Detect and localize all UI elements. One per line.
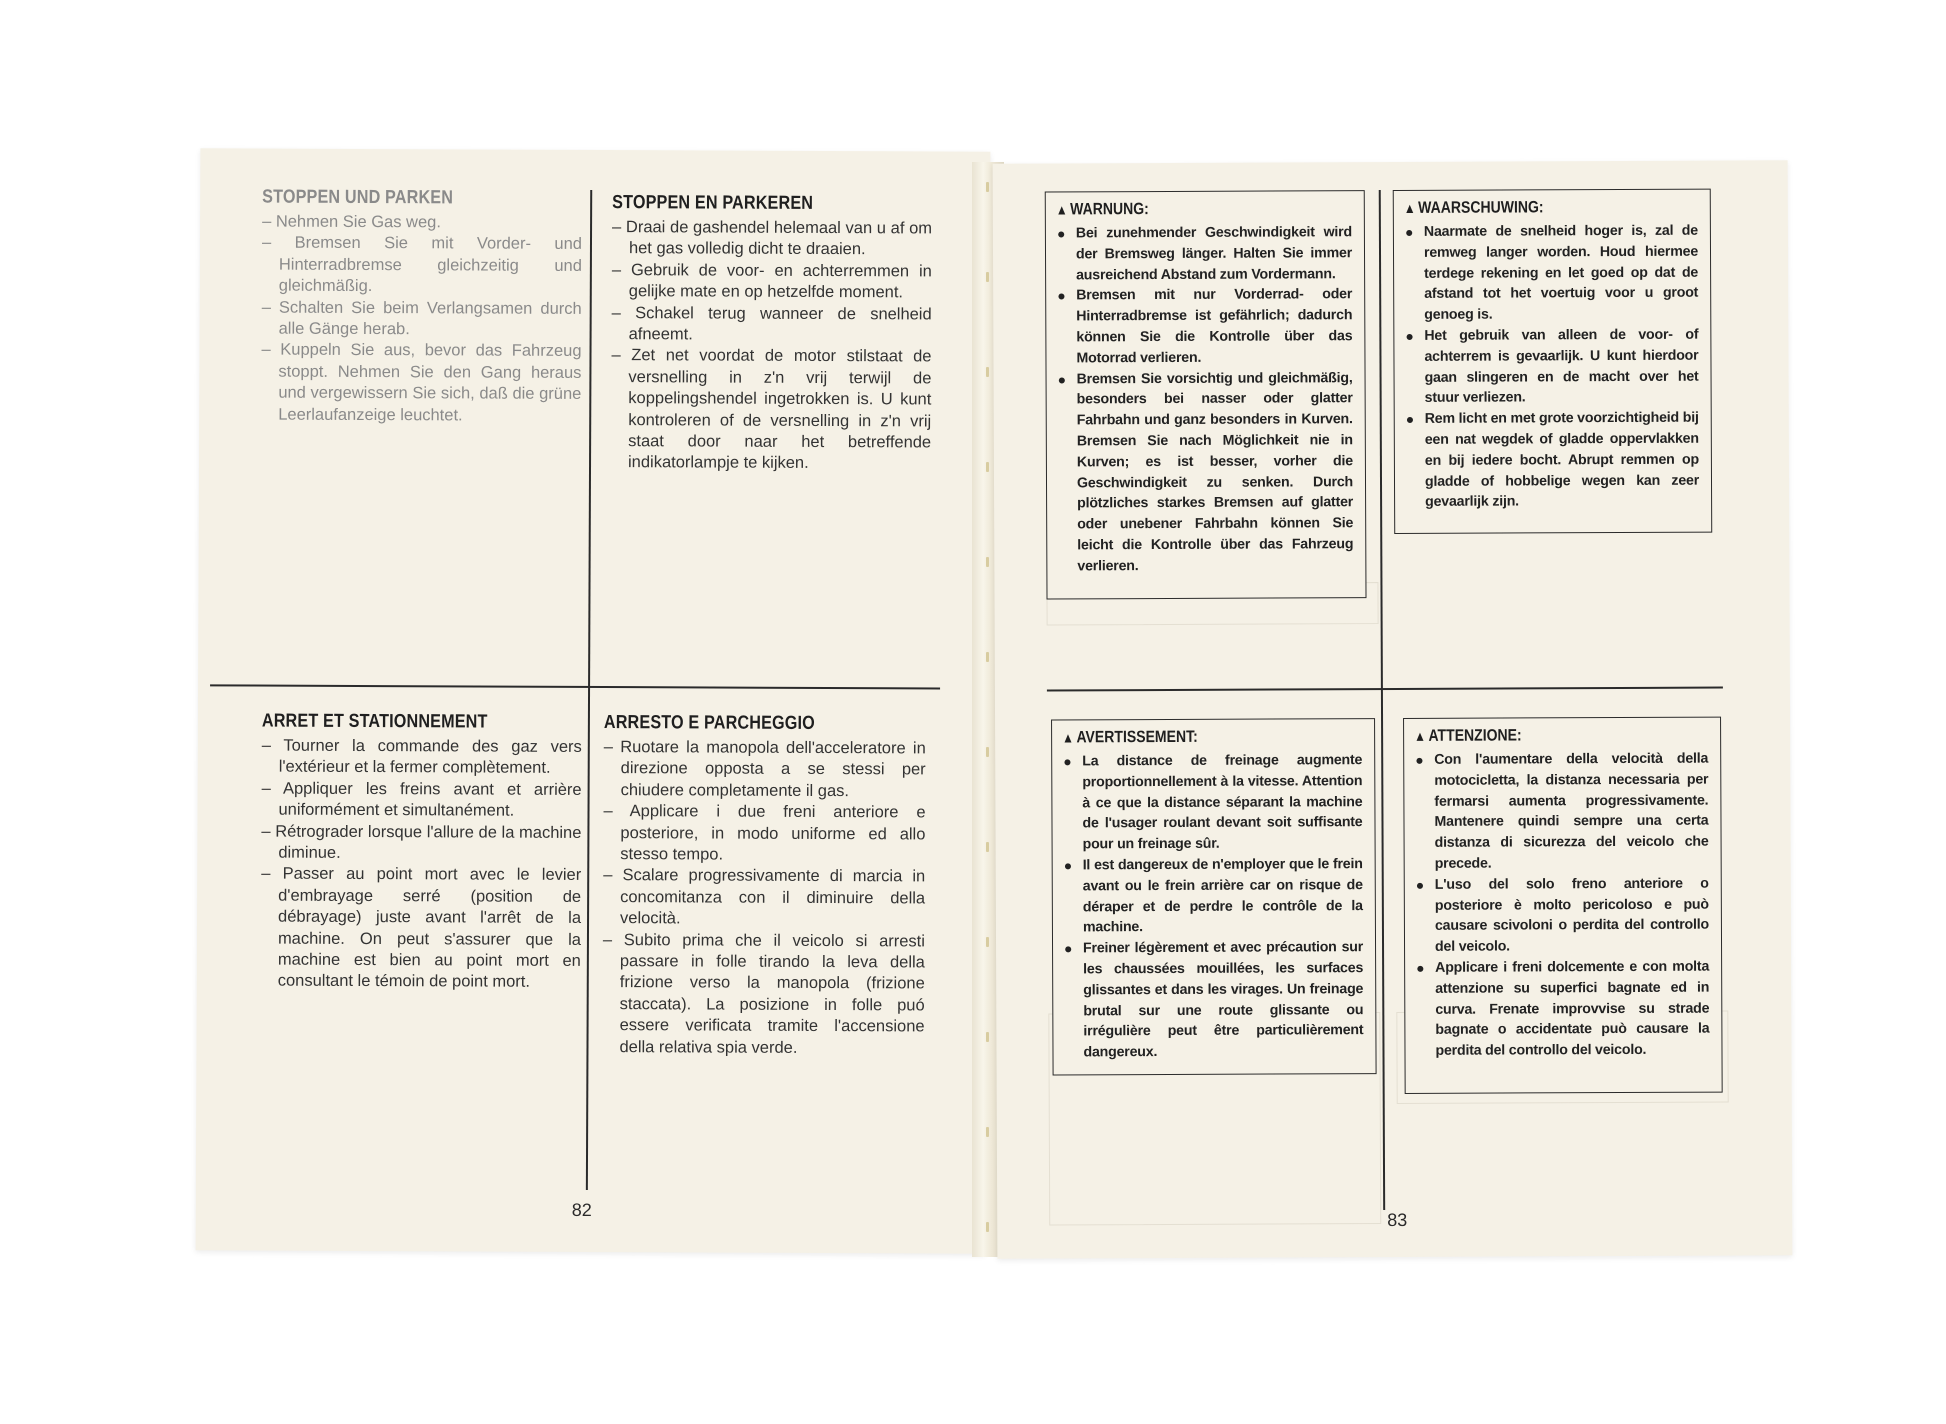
list-item: – Rétrograder lorsque l'allure de la machine diminue. [261,822,582,862]
section-title-it: ARRESTO E PARCHEGGIO [603,712,815,734]
warning-bullet: ● Bei zunehmender Geschwindigkeit wird der Bremsweg länger. Halten Sie immer ausreichend Abstand zum Vordermann. [1056,224,1353,283]
warning-bullet: ● Freiner légèrement et avec précaution sur les chaussées mouillées, les surfaces glissantes et dans les virages. Un freinage brutal sur une route glissante ou irrégulière peut être particulièrement dangereux. [1064,939,1364,1061]
row-divider [210,684,940,689]
warning-bullet: ● La distance de freinage augmente proportionnellement à la vitesse. Attention à ce que la distance séparant la machine de l'usager roulant devant soit suffisante pour un freinage sûr. [1063,752,1363,853]
warning-title-it: ▲ ATTENZIONE: [1414,726,1522,745]
right-page [993,160,1793,1258]
bullet-dot-icon: ● [1415,751,1424,768]
list-item: – Bremsen Sie mit Vorder- und Hinterradbremse gleichzeitig und gleichmäßig. [261,233,583,296]
bullet-dot-icon: ● [1063,753,1072,770]
warning-bullet: ● Applicare i freni dolcemente e con molta attenzione su superfici bagnate ed in curva. Frenate improvvise su strade bagnate o accidentate può causare la perdita del controllo del veicolo. [1416,958,1710,1059]
warning-bullet: ● Rem licht en met grote voorzichtigheid bij een nat wegdek of gladde oppervlakken en bij iedere bocht. Abrupt remmen op gladde of hobbelige wegen kan zeer gevaarlijk zijn. [1405,409,1700,511]
spine-stitch [986,652,989,662]
spine-stitch [986,182,989,192]
spine-stitch [986,1032,989,1042]
warning-box-nl [1393,189,1712,534]
page-number: 82 [571,1199,592,1220]
section-title-fr: ARRET ET STATIONNEMENT [261,710,488,733]
list-item: – Nehmen Sie Gas weg. [262,212,441,232]
row-divider [1047,687,1723,692]
warning-bullet: ● Con l'aumentare della velocità della motocicletta, la distanza necessaria per fermarsi aumenta progressivamente. Mantenere quindi sempre una certa distanza di sicurezza del veicolo che precede. [1415,750,1709,872]
warning-bullet: ● Bremsen mit nur Vorderrad- oder Hinterradbremse ist gefährlich; dadurch können Sie die Kontrolle über das Motorrad verlieren. [1057,286,1353,367]
bullet-dot-icon: ● [1057,371,1066,388]
left-page [196,148,991,1253]
warning-bullet: ● L'uso del solo freno anteriore o posteriore è molto pericoloso e può causare scivoloni o perdita del controllo del veicolo. [1415,875,1709,955]
bullet-dot-icon: ● [1405,327,1414,344]
warning-bullet: ● Bremsen Sie vorsichtig und gleichmäßig, besonders bei nasser oder glatter Fahrbahn und ganz besonders in Kurven. Bremsen Sie nach Möglichkeit nie in Kurven; es ist besser, vorher die Geschwindigkeit zu senken. Durch plötzliches starkes Bremsen auf glatter oder unebener Fahrbahn können Sie leicht die Kontrolle über das Fahrzeug verlieren. [1057,369,1354,575]
warning-triangle-icon: ▲ [1055,201,1068,218]
warning-title-de: ▲ WARNUNG: [1055,200,1149,219]
bullet-dot-icon: ● [1416,959,1425,976]
warning-bullet: ● Il est dangereux de n'employer que le frein avant ou le frein arrière car on risque de déraper et de perdre le contrôle de la machine. [1063,856,1363,936]
bullet-dot-icon: ● [1064,940,1073,957]
warning-triangle-icon: ▲ [1414,727,1426,744]
list-item: – Schalten Sie beim Verlangsamen durch alle Gänge herab. [261,298,582,339]
list-item: – Gebruik de voor- en achterremmen in gelijke mate en op hetzelfde moment. [611,260,932,302]
section-nl [611,192,932,475]
list-item: – Appliquer les freins avant et arrière uniformément et simultanément. [261,779,582,820]
spine-stitch [986,557,989,567]
list-item: – Zet net voordat de motor stilstaat de versnelling in z'n vrij terwijl de koppelingshendel ingetrokken is. U kunt kontroleren of de versnelling in z'n vrij staat door naar het betreffende indikatorlampje te kijken. [611,346,932,473]
section-title-nl: STOPPEN EN PARKEREN [612,192,814,214]
section-title-de: STOPPEN UND PARKEN [262,186,454,209]
bullet-dot-icon: ● [1056,225,1066,242]
warning-title-fr: ▲ AVERTISSEMENT: [1062,727,1198,747]
spine-stitch [986,937,989,947]
bullet-dot-icon: ● [1405,411,1415,428]
page-number: 83 [1387,1209,1408,1231]
section-de [261,187,582,427]
spine-stitch [986,367,989,377]
list-item: – Applicare i due freni anteriore e posteriore, in modo uniforme ed allo stesso tempo. [603,802,926,864]
section-it [602,712,926,1059]
spine-stitch [986,462,989,472]
list-item: – Draai de gashendel helemaal van u af om het gas volledig dicht te draaien. [612,218,933,259]
warning-box-it [1403,717,1723,1094]
list-item: – Scalare progressivamente di marcia in concomitanza con il diminuire della velocità. [603,866,926,928]
list-item: – Passer au point mort avec le levier d'embrayage serré (position de débrayage) juste avant l'arrêt de la machine. On peut s'assurer que la machine est bien au point mort en consultant le témoin de point mort. [261,864,582,992]
warning-bullet: ● Naarmate de snelheid hoger is, zal de remweg langer worden. Houd hiermee terdege rekening en let goed op dat de afstand tot het voertuig voor u groot genoeg is. [1404,222,1699,324]
bullet-dot-icon: ● [1415,876,1425,893]
warning-box-fr [1051,718,1377,1075]
section-fr [261,711,582,994]
spine-stitch [986,747,989,757]
spine-stitch [986,1127,989,1137]
list-item: – Ruotare la manopola dell'acceleratore in direzione opposta a se stessi per chiudere completamente il gas. [603,738,926,800]
list-item: – Kuppeln Sie aus, bevor das Fahrzeug stoppt. Nehmen Sie den Gang heraus und vergewissern Sie sich, daß die grüne Leerlaufanzeige leuchtet. [261,340,582,425]
spine-stitch [986,272,989,282]
list-item: – Schakel terug wanneer de snelheid afneemt. [611,303,932,344]
bullet-dot-icon: ● [1057,287,1066,304]
warning-triangle-icon: ▲ [1062,729,1074,746]
warning-triangle-icon: ▲ [1403,199,1416,216]
spine-stitch [986,842,989,852]
bullet-dot-icon: ● [1063,857,1072,874]
warning-title-nl: ▲ WAARSCHUWING: [1403,198,1544,217]
bullet-dot-icon: ● [1404,223,1414,240]
list-item: – Tourner la commande des gaz vers l'extérieur et la fermer complètement. [261,736,582,778]
spine-stitch [986,1222,989,1232]
warning-bullet: ● Het gebruik van alleen de voor- of achterrem is gevaarlijk. U kunt hierdoor gaan slingeren en de macht over het stuur verliezen. [1405,326,1699,407]
list-item: – Subito prima che il veicolo si arresti passare in folle tirando la leva della frizione verso la manopola (frizione staccata). La posizione in folle puó essere verificata tramite l'accensione della relativa spia verde. [602,930,925,1057]
warning-box-de [1045,190,1367,599]
column-divider [586,190,592,1190]
